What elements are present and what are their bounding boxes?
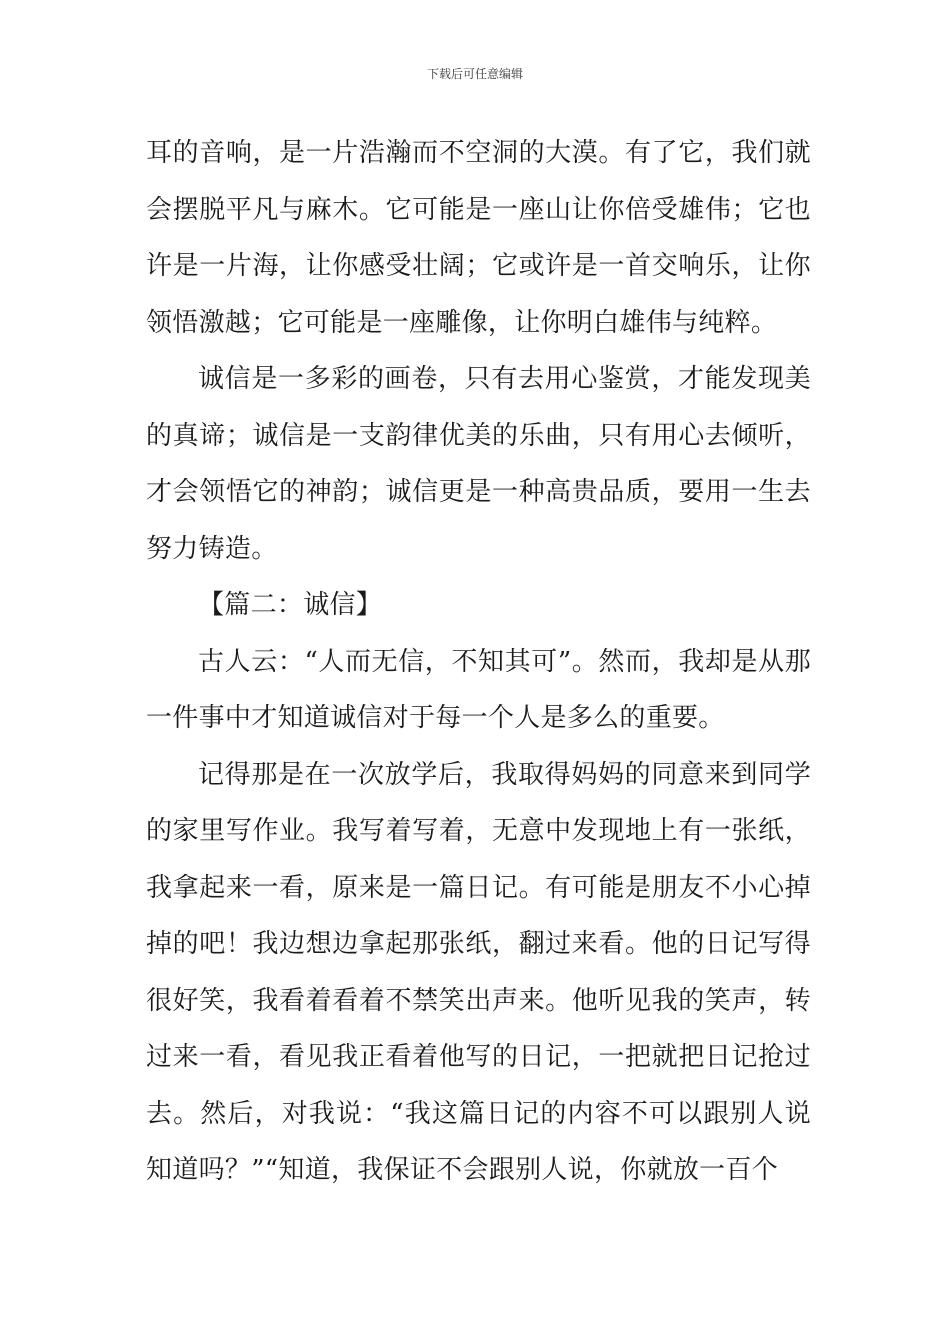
- page-header: 下载后可任意编辑: [426, 67, 523, 81]
- section-heading: 【篇二：诚信】: [198, 590, 383, 620]
- paragraph: 耳的音响，是一片浩瀚而不空洞的大漠。有了它，我们就会摆脱平凡与麻木。它可能是一座山让你倍受雄伟；它也许是一片海，让你感受壮阔；它或许是一首交响乐，让你领悟激越；它可能是一座雕像，让你明白雄伟与纯粹。: [146, 138, 811, 338]
- paragraph: 古人云：“人而无信，不知其可”。然而，我却是从那一件事中才知道诚信对于每一个人是多么的重要。: [146, 646, 811, 733]
- paragraph: 诚信是一多彩的画卷，只有去用心鉴赏，才能发现美的真谛；诚信是一支韵律优美的乐曲，只有用心去倾听，才会领悟它的神韵；诚信更是一种高贵品质，要用一生去努力铸造。: [146, 364, 811, 564]
- paragraph: 记得那是在一次放学后，我取得妈妈的同意来到同学的家里写作业。我写着写着，无意中发现地上有一张纸，我拿起来一看，原来是一篇日记。有可能是朋友不小心掉掉的吧！我边想边拿起那张纸，翻过来看。他的日记写得很好笑，我看着看着不禁笑出声来。他听见我的笑声，转过来一看，看见我正看着他写的日记，一把就把日记抢过去。然后，对我说：“我这篇日记的内容不可以跟别人说知道吗？”“知道，我保证不会跟别人说，你就放一百个: [146, 759, 811, 1185]
- document-body: [146, 125, 811, 1199]
